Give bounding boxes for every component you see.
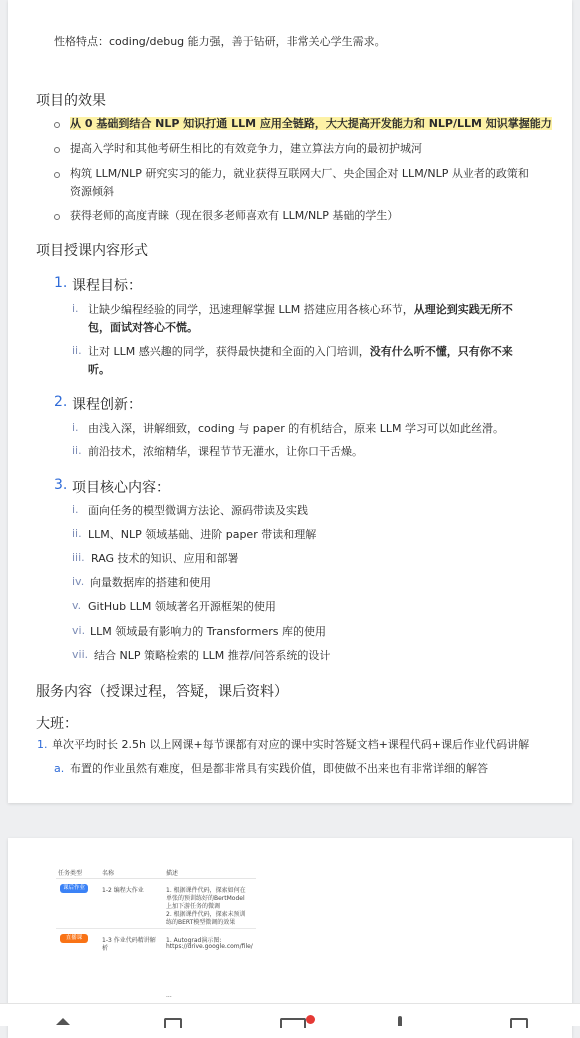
s1-item-2 — [88, 344, 513, 360]
row-2-desc-3: ... — [166, 992, 172, 999]
table-header-name: 名称 — [102, 870, 115, 877]
intro-line: 性格特点：coding/debug 能力强，善于钻研，非常关心学生需求。 — [54, 35, 386, 48]
s1-item-1 — [88, 302, 513, 318]
s3-item-7: 结合 NLP 策略检索的 LLM 推荐/问答系统的设计 — [94, 649, 331, 662]
bullet-icon — [54, 214, 60, 220]
effects-item-2: 提高入学时和其他考研生相比的有效竞争力，建立算法方向的最初护城河 — [70, 142, 422, 155]
section-3-title: 项目核心内容： — [72, 480, 170, 496]
row-divider — [56, 928, 256, 929]
service-subitem: 布置的作业虽然有难度，但是都非常具有实践价值，即使做不出来也有非常详细的解答 — [70, 762, 488, 775]
s3-item-1: 面向任务的模型微调方法论、源码带读及实践 — [88, 504, 308, 517]
section-1-number: 1. — [54, 275, 68, 291]
section-3-number: 3. — [54, 477, 68, 493]
row-2-desc-1: 1. Autograd演示图: — [166, 937, 222, 944]
s1-item-1-roman: i. — [72, 302, 79, 315]
s3-item-2: LLM、NLP 领域基础、进阶 paper 带读和理解 — [88, 528, 317, 541]
s3-item-7-roman: vii. — [72, 648, 89, 661]
table-header — [56, 864, 256, 879]
s1-item-1-bold: 从理论到实践无所不 — [413, 303, 513, 316]
bullet-icon — [54, 147, 60, 153]
document-page-1 — [8, 0, 572, 803]
effects-item-1-text: 从 0 基础到结合 NLP 知识打通 LLM 应用全链路，大大提高开发能力和 NLP/LLM 知识掌握能力 — [70, 117, 552, 130]
s2-item-1: 由浅入深，讲解细致，coding 与 paper 的有机结合，原来 LLM 学习可以如此丝滑。 — [88, 422, 504, 435]
s3-item-6-roman: vi. — [72, 624, 86, 637]
table-header-desc: 描述 — [166, 870, 179, 877]
s1-item-2-bold: 没有什么听不懂，只有你不来 — [369, 345, 513, 358]
bullet-icon — [54, 122, 60, 128]
row-2-name: 1-3 作业代码精讲解 — [102, 937, 156, 944]
section-1-title: 课程目标： — [72, 278, 142, 294]
s3-item-3: RAG 技术的知识、应用和部署 — [91, 552, 239, 565]
row-2-name-cont: 析 — [102, 945, 109, 952]
row-1-name: 1-2 编程大作业 — [102, 887, 144, 894]
service-item-1: 单次平均时长 2.5h 以上网课+每节课都有对应的课中实时答疑文档+课程代码+课后作业代码讲解 — [52, 738, 530, 751]
s3-item-5-roman: v. — [72, 599, 82, 612]
row-1-desc-1: 1. 根据课件代码，探索如何在 — [166, 887, 246, 894]
s3-item-4-roman: iv. — [72, 575, 85, 588]
s1-item-1-cont: 包，面试对答心不慌。 — [88, 321, 198, 334]
effects-item-4: 获得老师的高度青睐（现在很多老师喜欢有 LLM/NLP 基础的学生） — [70, 209, 399, 222]
more-icon[interactable] — [510, 1018, 528, 1028]
notification-dot-icon — [306, 1015, 315, 1024]
s2-item-2: 前沿技术，浓缩精华，课程节节无灌水，让你口干舌燥。 — [88, 445, 363, 458]
s3-item-2-roman: ii. — [72, 527, 82, 540]
row-2-desc-2: https://drive.google.com/file/ — [166, 943, 253, 950]
class-heading: 大班： — [36, 716, 78, 732]
s2-item-1-roman: i. — [72, 421, 79, 434]
row-2-tag: 直播课 — [60, 934, 88, 943]
s1-item-2-roman: ii. — [72, 344, 82, 357]
section-2-title: 课程创新： — [72, 397, 142, 413]
row-1-tag: 课后作业 — [60, 884, 88, 893]
service-subitem-letter: a. — [54, 762, 65, 775]
s3-item-4: 向量数据库的搭建和使用 — [90, 576, 211, 589]
bottom-toolbar — [0, 1003, 580, 1026]
effects-item-3-cont: 资源倾斜 — [70, 185, 114, 198]
table-header-type: 任务类型 — [58, 870, 83, 877]
s3-item-6: LLM 领域最有影响力的 Transformers 库的使用 — [90, 625, 326, 638]
s3-item-3-roman: iii. — [72, 551, 85, 564]
s1-item-1-plain: 让缺少编程经验的同学，迅速理解掌握 LLM 搭建应用各核心环节， — [88, 303, 414, 316]
service-heading: 服务内容（授课过程，答疑，课后资料） — [36, 684, 288, 700]
s1-item-2-cont: 听。 — [88, 363, 110, 376]
comment-icon[interactable] — [280, 1018, 306, 1028]
s3-item-1-roman: i. — [72, 503, 79, 516]
back-icon[interactable] — [56, 1018, 70, 1025]
service-item-1-number: 1. — [37, 738, 48, 751]
row-1-desc-5: 练的BERT模型微调的效果 — [166, 919, 236, 926]
row-1-desc-2: 单张的预训练好的BertModel — [166, 895, 245, 902]
s2-item-2-roman: ii. — [72, 444, 82, 457]
bullet-icon — [54, 172, 60, 178]
section-2-number: 2. — [54, 394, 68, 410]
effects-item-1 — [70, 116, 552, 132]
row-1-desc-3: 上加下游任务的微调 — [166, 903, 221, 910]
format-heading: 项目授课内容形式 — [36, 243, 148, 259]
effects-item-3: 构筑 LLM/NLP 研究实习的能力，就业获得互联网大厂、央企国企对 LLM/NLP 从业者的政策和 — [70, 167, 529, 180]
edit-icon[interactable] — [164, 1018, 182, 1028]
effects-heading: 项目的效果 — [36, 93, 106, 109]
s1-item-2-plain: 让对 LLM 感兴趣的同学，获得最快捷和全面的入门培训， — [88, 345, 370, 358]
row-1-desc-4: 2. 根据课件代码，探索未预训 — [166, 911, 246, 918]
s3-item-5: GitHub LLM 领域著名开源框架的使用 — [88, 600, 276, 613]
